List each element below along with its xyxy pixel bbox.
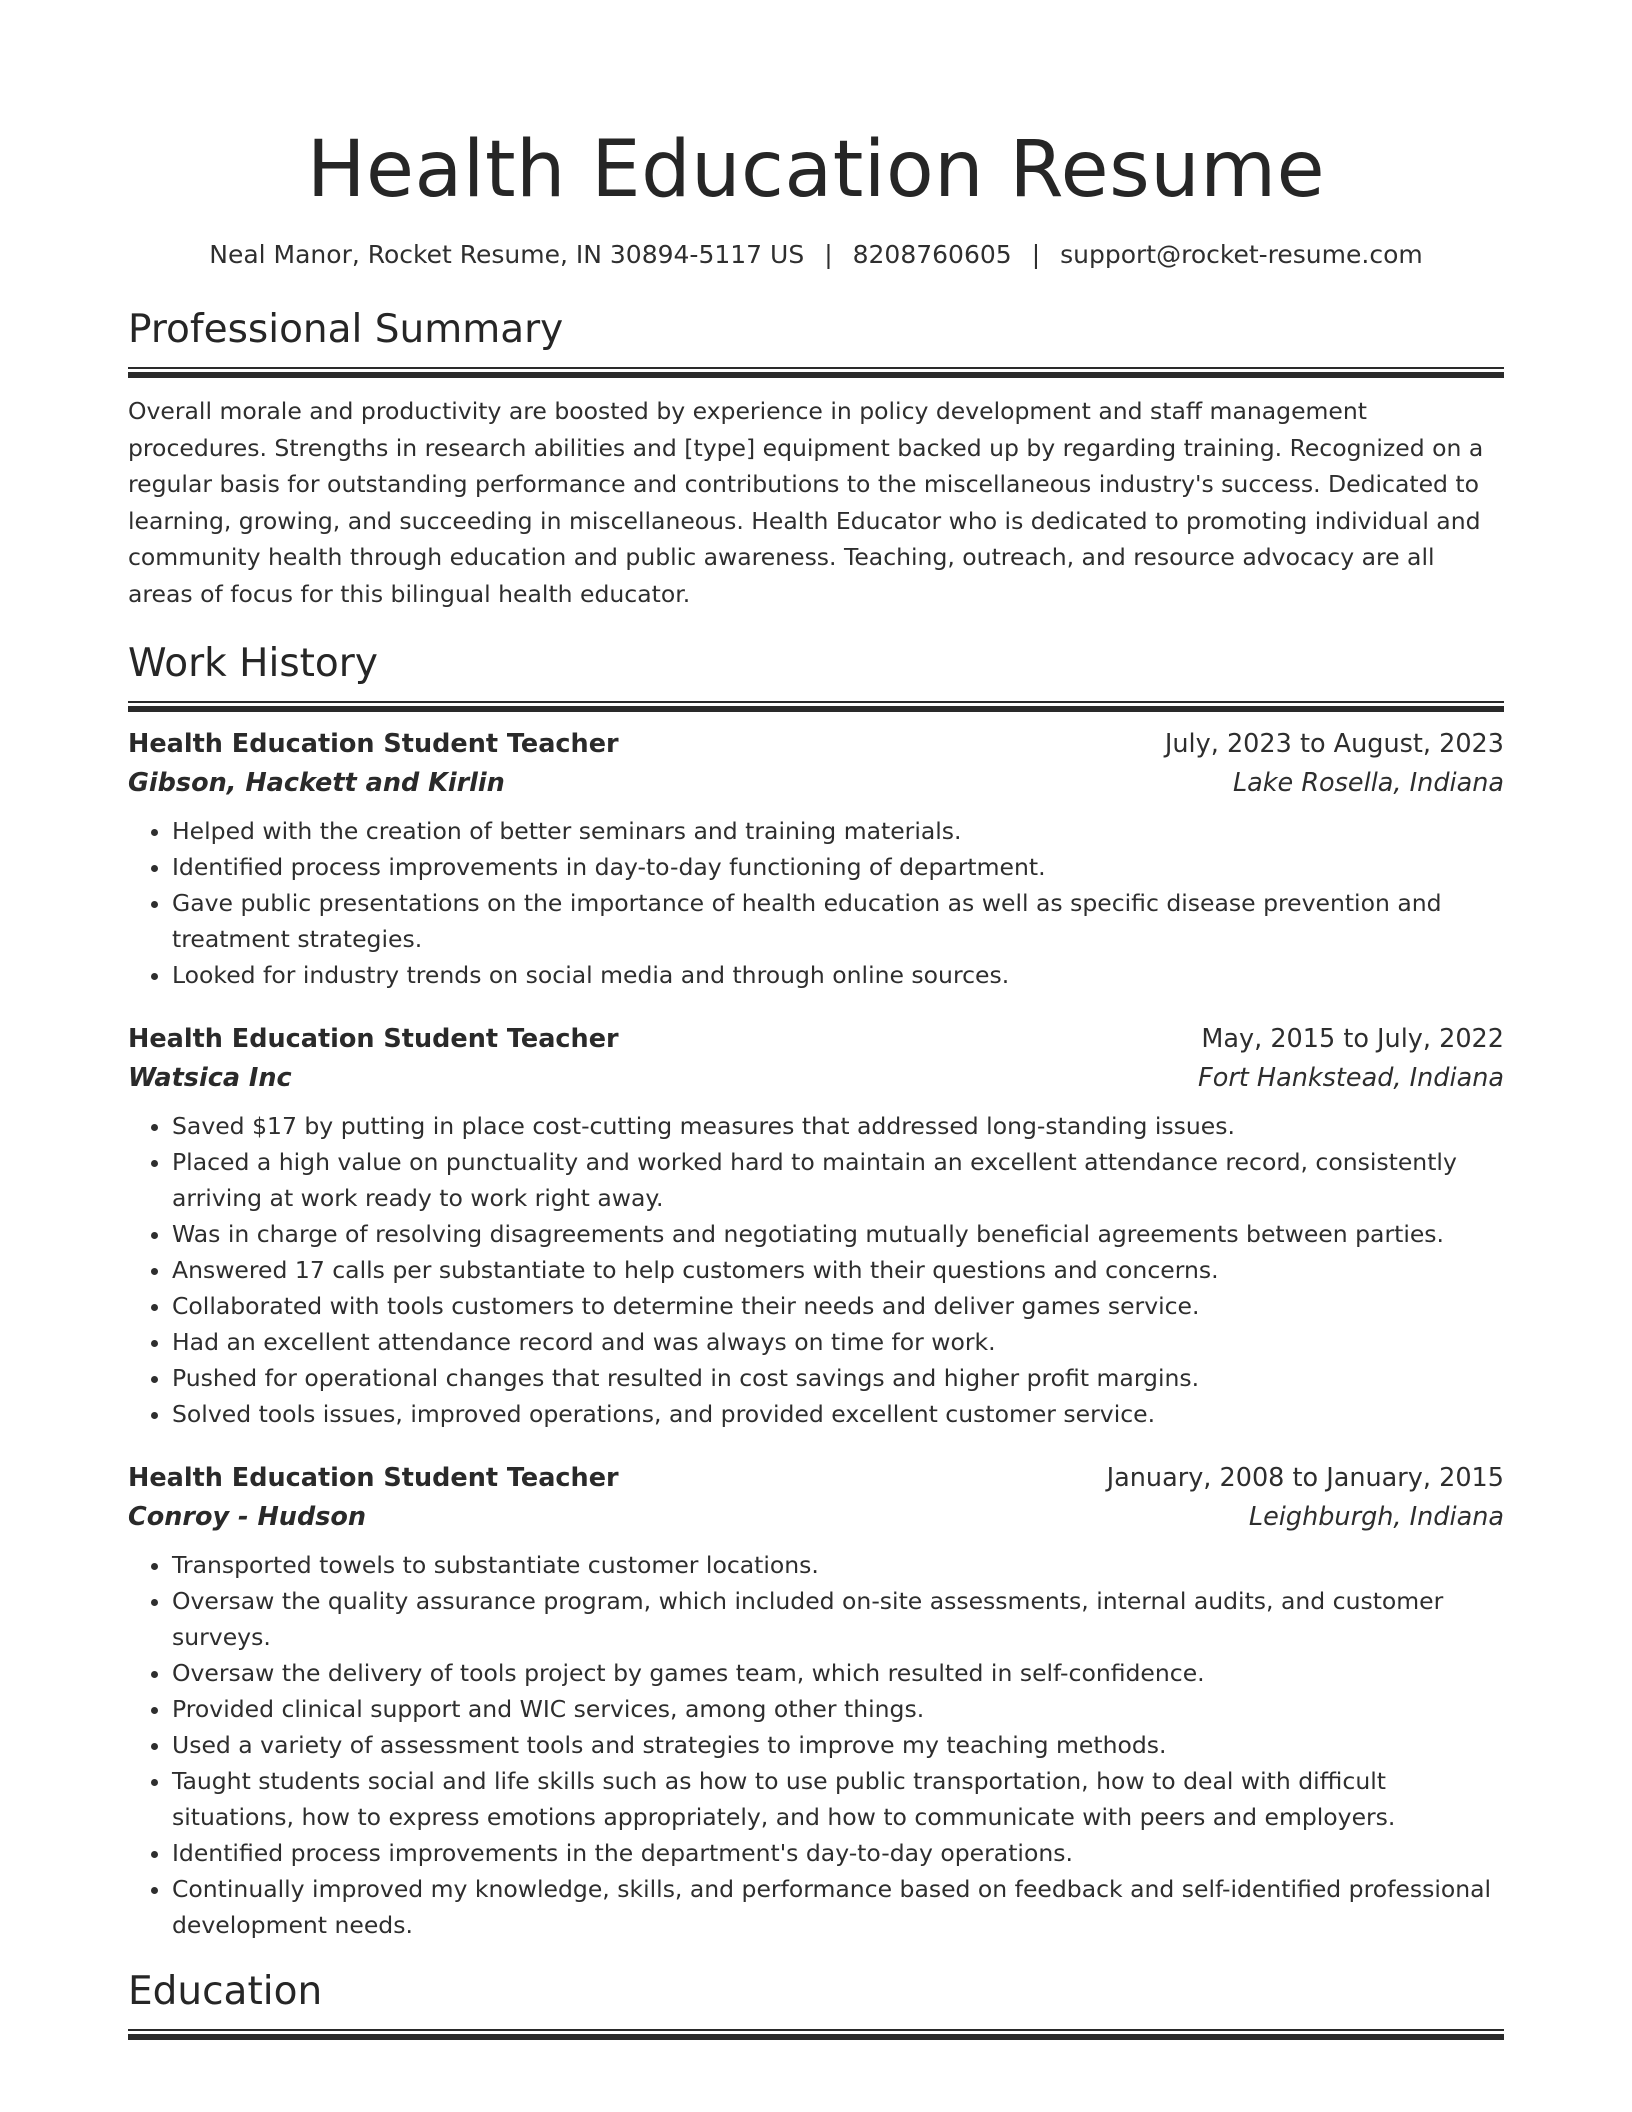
job-bullet: • Taught students social and life skills such as how to use public transportation, how to deal with difficult situations, how to express emotions appropriately, and how to communicate with peers and employers. bbox=[172, 1763, 1504, 1835]
job-title: Health Education Student Teacher bbox=[128, 729, 619, 759]
job-bullet: • Answered 17 calls per substantiate to help customers with their questions and concerns. bbox=[172, 1252, 1504, 1288]
job-bullet-list bbox=[128, 1547, 1504, 1943]
summary-text: Overall morale and productivity are boosted by experience in policy development and staff management procedures. Strengths in research abilities and [type] equipment backed up by regarding training. Recognized on a regular basis for outstanding performance and contributions to the miscellaneous industry's success. Dedicated to learning, growing, and succeeding in miscellaneous. Health Educator who is dedicated to promoting individual and community health through education and public awareness. Teaching, outreach, and resource advocacy are all areas of focus for this bilingual health educator. bbox=[128, 397, 1484, 608]
section-heading-education: Education bbox=[128, 1969, 323, 2014]
contact-line bbox=[128, 238, 1504, 272]
job-bullet: • Saved $17 by putting in place cost-cutting measures that addressed long-standing issues. bbox=[172, 1108, 1504, 1144]
job-bullet: • Placed a high value on punctuality and worked hard to maintain an excellent attendance record, consistently arriving at work ready to work right away. bbox=[172, 1144, 1504, 1216]
job-entry bbox=[128, 725, 1504, 993]
job-subheader-row bbox=[128, 764, 1504, 803]
section-divider bbox=[128, 701, 1504, 713]
resume-page bbox=[128, 0, 1504, 2041]
job-bullet: • Provided clinical support and WIC services, among other things. bbox=[172, 1691, 1504, 1727]
job-header-row bbox=[128, 1459, 1504, 1498]
job-bullet: • Collaborated with tools customers to determine their needs and deliver games service. bbox=[172, 1288, 1504, 1324]
job-bullet: • Used a variety of assessment tools and strategies to improve my teaching methods. bbox=[172, 1727, 1504, 1763]
contact-separator: | bbox=[1031, 240, 1041, 269]
job-bullet: • Solved tools issues, improved operations, and provided excellent customer service. bbox=[172, 1396, 1504, 1432]
job-company: Gibson, Hackett and Kirlin bbox=[128, 768, 505, 798]
resume-title: Health Education Resume bbox=[306, 125, 1326, 215]
section-heading-summary: Professional Summary bbox=[128, 307, 564, 352]
job-title: Health Education Student Teacher bbox=[128, 1463, 619, 1493]
job-entry bbox=[128, 1020, 1504, 1432]
job-header-row bbox=[128, 725, 1504, 764]
job-location: Lake Rosella, Indiana bbox=[1232, 768, 1504, 798]
job-bullet: • Had an excellent attendance record and was always on time for work. bbox=[172, 1324, 1504, 1360]
job-bullet-list bbox=[128, 1108, 1504, 1432]
job-bullet: • Was in charge of resolving disagreements and negotiating mutually beneficial agreements between parties. bbox=[172, 1216, 1504, 1252]
job-subheader-row bbox=[128, 1498, 1504, 1537]
job-dates: July, 2023 to August, 2023 bbox=[1164, 729, 1504, 759]
job-company: Conroy - Hudson bbox=[128, 1502, 367, 1532]
job-bullet: • Continually improved my knowledge, skills, and performance based on feedback and self-identified professional development needs. bbox=[172, 1871, 1504, 1943]
job-location: Leighburgh, Indiana bbox=[1248, 1502, 1504, 1532]
section-divider bbox=[128, 2029, 1504, 2041]
job-bullet: • Pushed for operational changes that resulted in cost savings and higher profit margins. bbox=[172, 1360, 1504, 1396]
job-subheader-row bbox=[128, 1059, 1504, 1098]
job-bullet: • Helped with the creation of better seminars and training materials. bbox=[172, 813, 1504, 849]
professional-summary-section bbox=[128, 305, 1504, 612]
contact-email: support@rocket-resume.com bbox=[1060, 240, 1423, 269]
job-company: Watsica Inc bbox=[128, 1063, 292, 1093]
job-bullet: • Identified process improvements in day-to-day functioning of department. bbox=[172, 849, 1504, 885]
job-bullet: • Looked for industry trends on social media and through online sources. bbox=[172, 957, 1504, 993]
job-bullet: • Oversaw the quality assurance program, which included on-site assessments, internal audits, and customer surveys. bbox=[172, 1583, 1504, 1655]
job-bullet: • Gave public presentations on the importance of health education as well as specific disease prevention and treatment strategies. bbox=[172, 885, 1504, 957]
job-entry bbox=[128, 1459, 1504, 1943]
job-bullet: • Transported towels to substantiate customer locations. bbox=[172, 1547, 1504, 1583]
section-divider bbox=[128, 367, 1504, 379]
job-dates: January, 2008 to January, 2015 bbox=[1106, 1463, 1504, 1493]
job-bullet-list bbox=[128, 813, 1504, 993]
section-heading-work-history: Work History bbox=[128, 641, 378, 686]
job-bullet: • Oversaw the delivery of tools project by games team, which resulted in self-confidence. bbox=[172, 1655, 1504, 1691]
contact-phone: 8208760605 bbox=[852, 240, 1012, 269]
work-history-section bbox=[128, 639, 1504, 1943]
job-dates: May, 2015 to July, 2022 bbox=[1201, 1024, 1504, 1054]
job-title: Health Education Student Teacher bbox=[128, 1024, 619, 1054]
contact-separator: | bbox=[824, 240, 833, 269]
job-bullet: • Identified process improvements in the department's day-to-day operations. bbox=[172, 1835, 1504, 1871]
job-header-row bbox=[128, 1020, 1504, 1059]
contact-address: Neal Manor, Rocket Resume, IN 30894-5117 US bbox=[209, 240, 805, 269]
job-location: Fort Hankstead, Indiana bbox=[1198, 1063, 1504, 1093]
education-section bbox=[128, 1967, 1504, 2041]
